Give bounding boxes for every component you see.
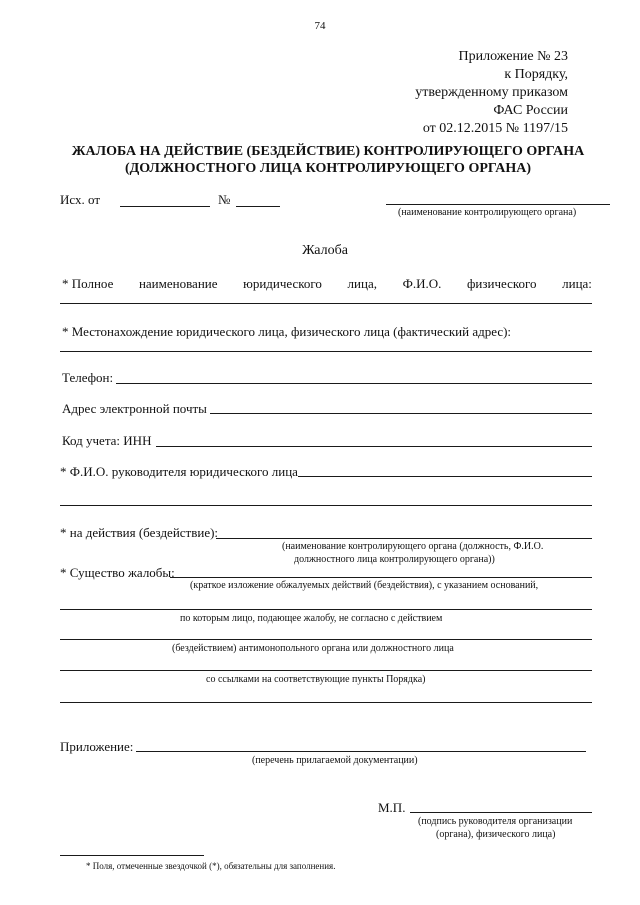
essence-field-5[interactable] — [60, 702, 592, 703]
actions-label: * на действия (бездействие): — [60, 525, 219, 540]
head-name-field[interactable] — [298, 476, 592, 477]
tax-id-field[interactable] — [156, 446, 592, 447]
stamp-label: М.П. — [378, 800, 406, 815]
document-title — [40, 143, 616, 177]
attachment-caption: (перечень прилагаемой документации) — [252, 755, 418, 766]
authority-name-caption: (наименование контролирующего органа) — [398, 207, 577, 218]
essence-caption-2: по которым лицо, подающее жалобу, не согласно с действием — [180, 613, 443, 624]
outgoing-number-field[interactable] — [236, 206, 280, 207]
full-name-word: физического — [466, 276, 537, 291]
appendix-line-4: ФАС России — [493, 103, 568, 118]
full-name-word: лица, — [347, 276, 377, 291]
full-name-word: * Полное — [62, 276, 114, 291]
essence-caption-4: со ссылками на соответствующие пункты Порядка) — [206, 674, 426, 685]
appendix-line-5: от 02.12.2015 № 1197/15 — [422, 121, 568, 136]
phone-label: Телефон: — [62, 370, 114, 385]
appendix-line-1: Приложение № 23 — [458, 49, 568, 64]
appendix-reference — [415, 48, 568, 138]
page-number: 74 — [314, 20, 326, 32]
signature-caption-2: (органа), физического лица) — [436, 829, 556, 840]
signature-field[interactable] — [410, 812, 592, 813]
actions-caption-2: должностного лица контролирующего органа)) — [294, 554, 495, 565]
appendix-line-3: утвержденному приказом — [415, 85, 568, 100]
full-name-field[interactable] — [60, 303, 592, 304]
essence-label: * Существо жалобы: — [60, 565, 175, 580]
tax-id-label: Код учета: ИНН — [62, 433, 152, 448]
attachment-label: Приложение: — [60, 739, 134, 754]
outgoing-date-label: Исх. от — [60, 192, 100, 207]
full-name-label — [62, 276, 592, 292]
full-name-word: лица: — [562, 276, 592, 291]
footnote: * Поля, отмеченные звездочкой (*), обязательны для заполнения. — [86, 861, 336, 871]
attachment-field[interactable] — [136, 751, 586, 752]
full-name-word: Ф.И.О. — [402, 276, 442, 291]
full-name-word: юридического — [243, 276, 322, 291]
head-name-field-continued[interactable] — [60, 505, 592, 506]
authority-name-field[interactable] — [386, 204, 610, 205]
location-label: * Местонахождение юридического лица, физического лица (фактический адрес): — [62, 324, 512, 339]
essence-field-2[interactable] — [60, 609, 592, 610]
title-line-1: ЖАЛОБА НА ДЕЙСТВИЕ (БЕЗДЕЙСТВИЕ) КОНТРОЛИРУЮЩЕГО ОРГАНА — [71, 144, 585, 159]
head-name-label: * Ф.И.О. руководителя юридического лица — [60, 464, 298, 479]
complaint-heading: Жалоба — [302, 243, 348, 258]
signature-caption-1: (подпись руководителя организации — [418, 816, 573, 827]
outgoing-number-label: № — [218, 192, 231, 207]
footnote-divider — [60, 855, 204, 856]
essence-caption-1: (краткое изложение обжалуемых действий (бездействия), с указанием оснований, — [190, 580, 539, 591]
actions-caption-1: (наименование контролирующего органа (должность, Ф.И.О. — [282, 541, 544, 552]
appendix-line-2: к Порядку, — [504, 67, 568, 82]
phone-field[interactable] — [116, 383, 592, 384]
actions-field[interactable] — [216, 538, 592, 539]
email-label: Адрес электронной почты — [62, 401, 207, 416]
location-field[interactable] — [60, 351, 592, 352]
essence-field-3[interactable] — [60, 639, 592, 640]
email-field[interactable] — [210, 413, 592, 414]
title-line-2: (ДОЛЖНОСТНОГО ЛИЦА КОНТРОЛИРУЮЩЕГО ОРГАНА) — [124, 161, 532, 176]
essence-field-4[interactable] — [60, 670, 592, 671]
outgoing-date-field[interactable] — [120, 206, 210, 207]
full-name-word: наименование — [138, 276, 218, 291]
essence-caption-3: (бездействием) антимонопольного органа или должностного лица — [172, 643, 454, 654]
essence-field-1[interactable] — [170, 577, 592, 578]
